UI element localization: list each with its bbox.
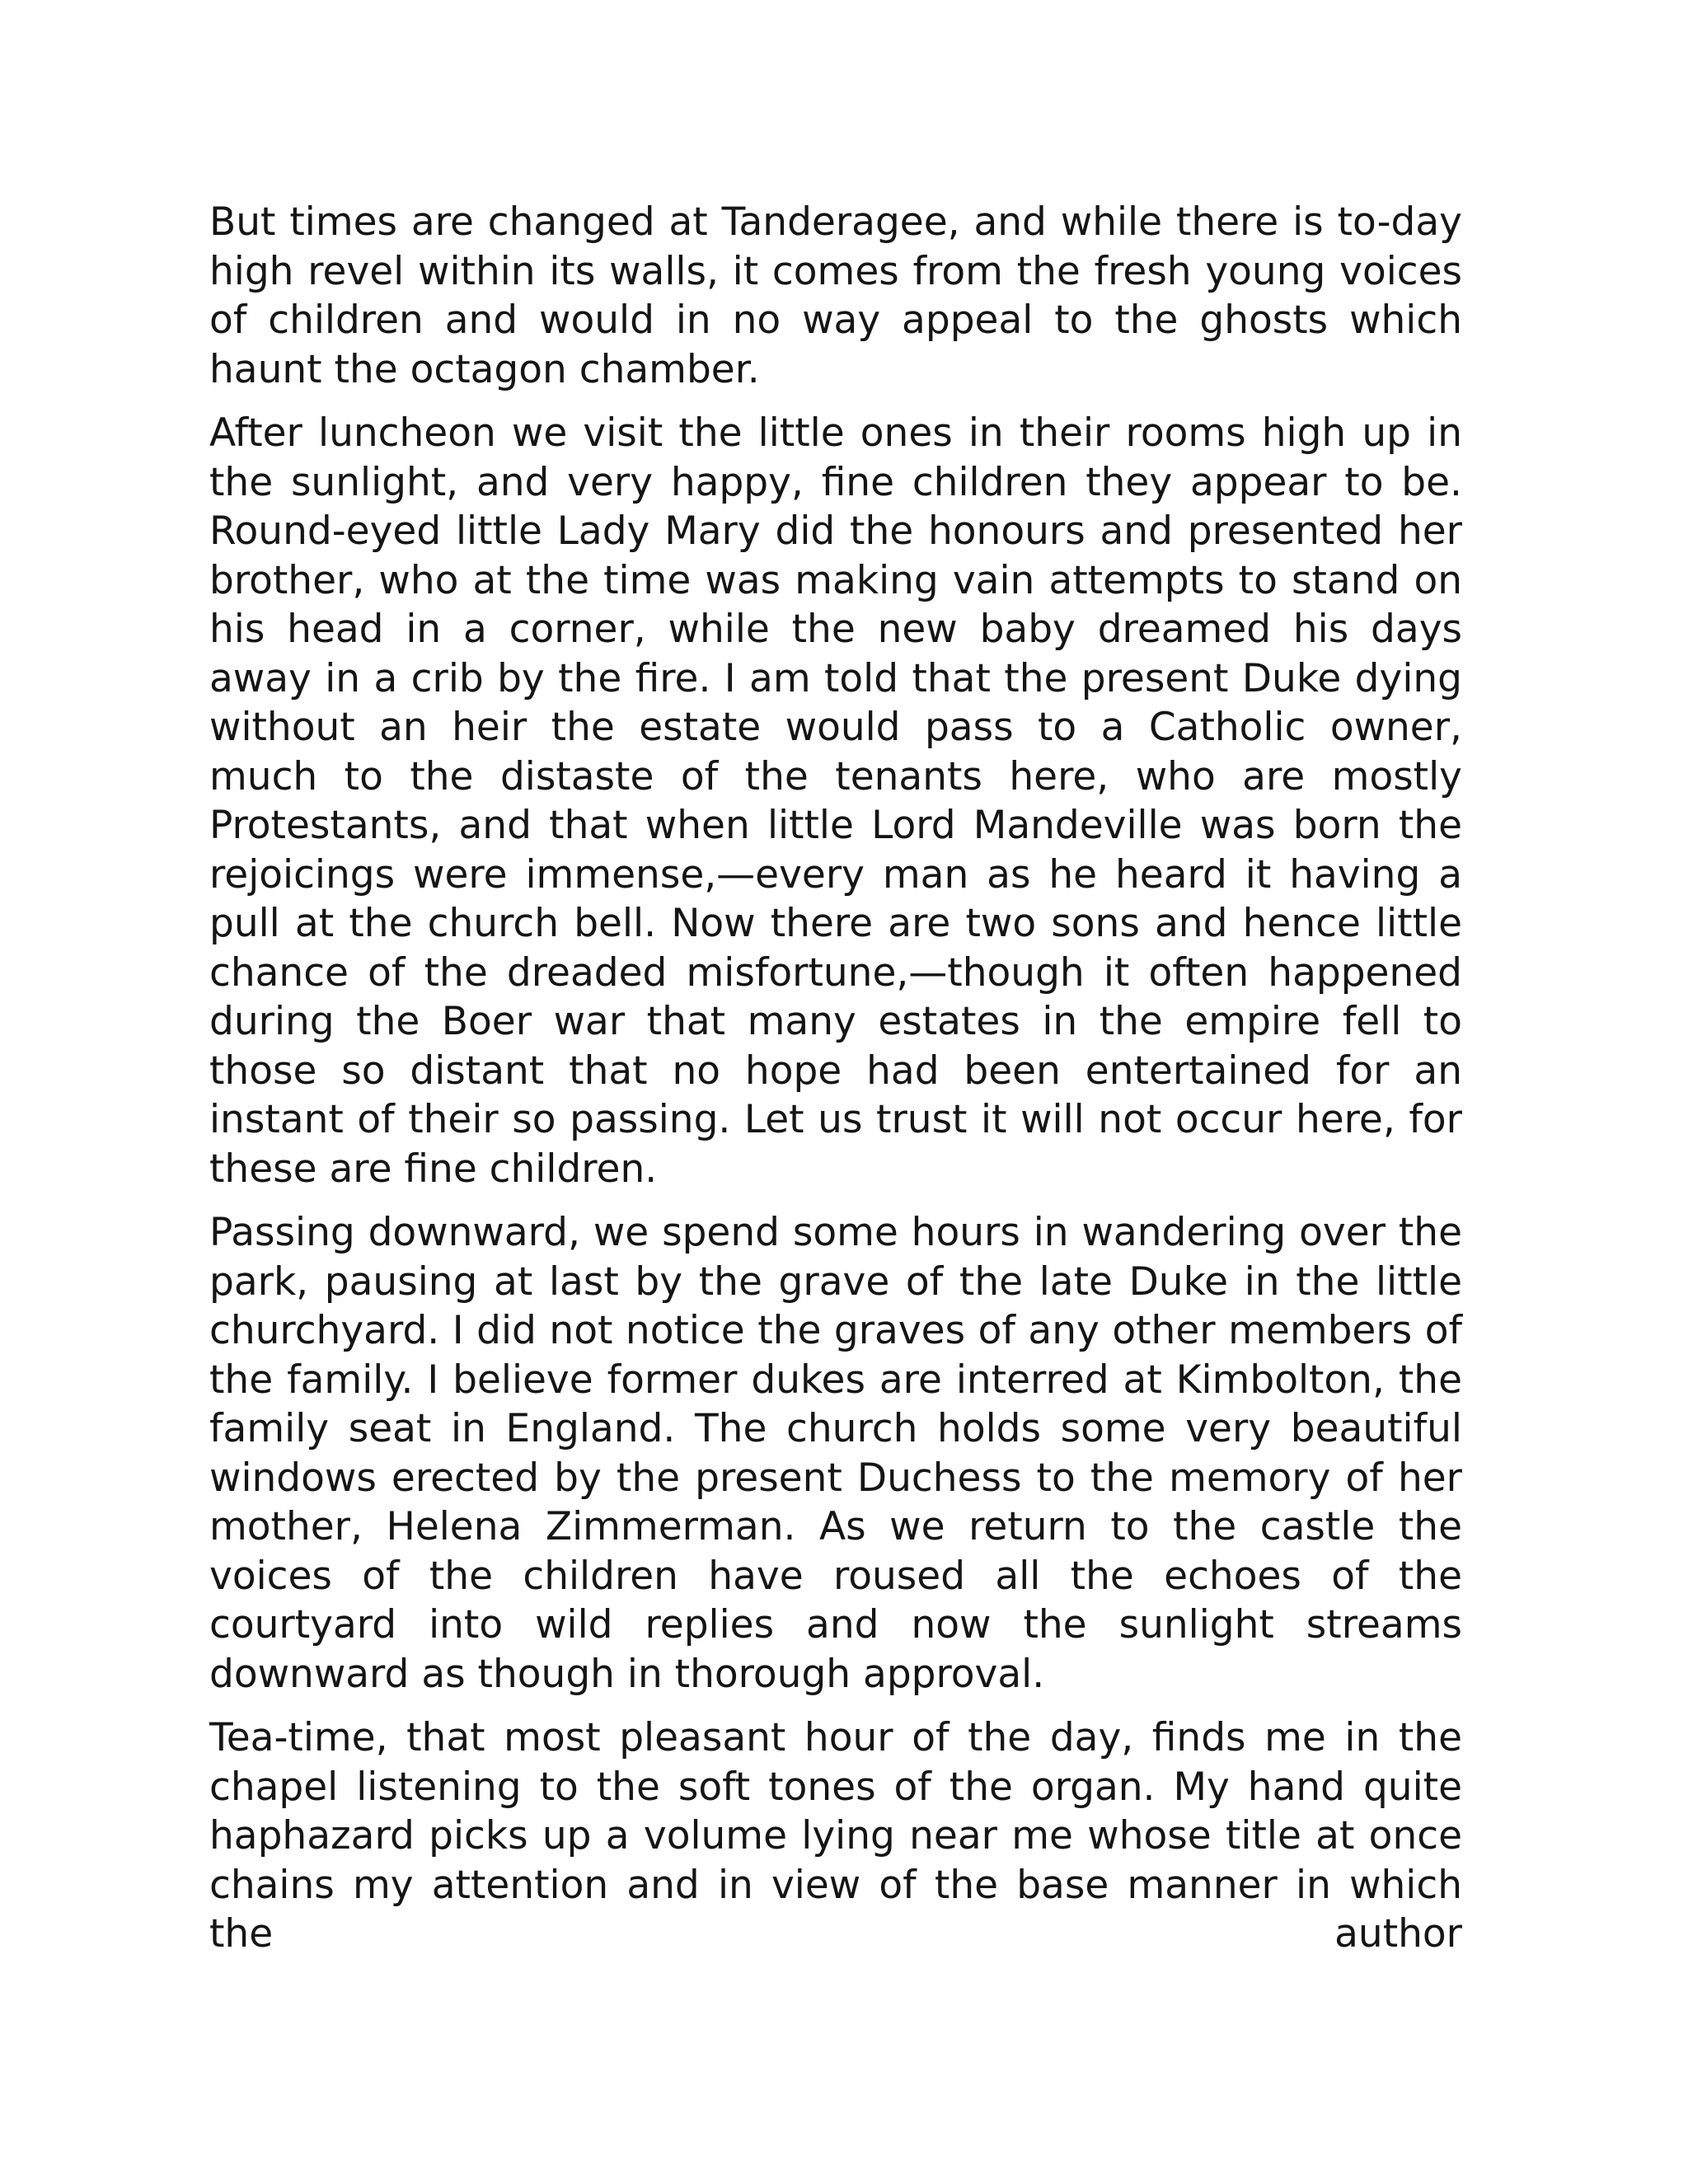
paragraph-2: After luncheon we visit the little ones in their rooms high up in the sunlight, and very happy, fine children they appear to be. Round-eyed little Lady Mary did the honours and presented her brother, who at the time was making vain attempts to stand on his head in a corner, while the new baby dreamed his days away in a crib by the fire. I am told that the present Duke dying without an heir the estate would pass to a Catholic owner, much to the distaste of the tenants here, who are mostly Protestants, and that when little Lord Mandeville was born the rejoicings were immense,—every man as he heard it having a pull at the church bell. Now there are two sons and hence little chance of the dreaded misfortune,—though it often happened during the Boer war that many estates in the empire fell to those so distant that no hope had been entertained for an instant of their so passing. Let us trust it will not occur here, for these are fine children. <box>209 410 1462 1192</box>
paragraph-3: Passing downward, we spend some hours in wandering over the park, pausing at last by the grave of the late Duke in the little churchyard. I did not notice the graves of any other members of the family. I believe former dukes are interred at Kimbolton, the family seat in England. The church holds some very beautiful windows erected by the present Duchess to the memory of her mother, Helena Zimmerman. As we return to the castle the voices of the children have roused all the echoes of the courtyard into wild replies and now the sunlight streams downward as though in thorough approval. <box>209 1210 1462 1697</box>
document-page <box>209 198 1462 1974</box>
paragraph-1: But times are changed at Tanderagee, and while there is to-day high revel within its walls, it comes from the fresh young voices of children and would in no way appeal to the ghosts which haunt the octagon chamber. <box>209 199 1462 392</box>
paragraph-4: Tea-time, that most pleasant hour of the day, finds me in the chapel listening to the soft tones of the organ. My hand quite haphazard picks up a volume lying near me whose title at once chains my attention and in view of the base manner in which the author <box>209 1715 1462 1957</box>
